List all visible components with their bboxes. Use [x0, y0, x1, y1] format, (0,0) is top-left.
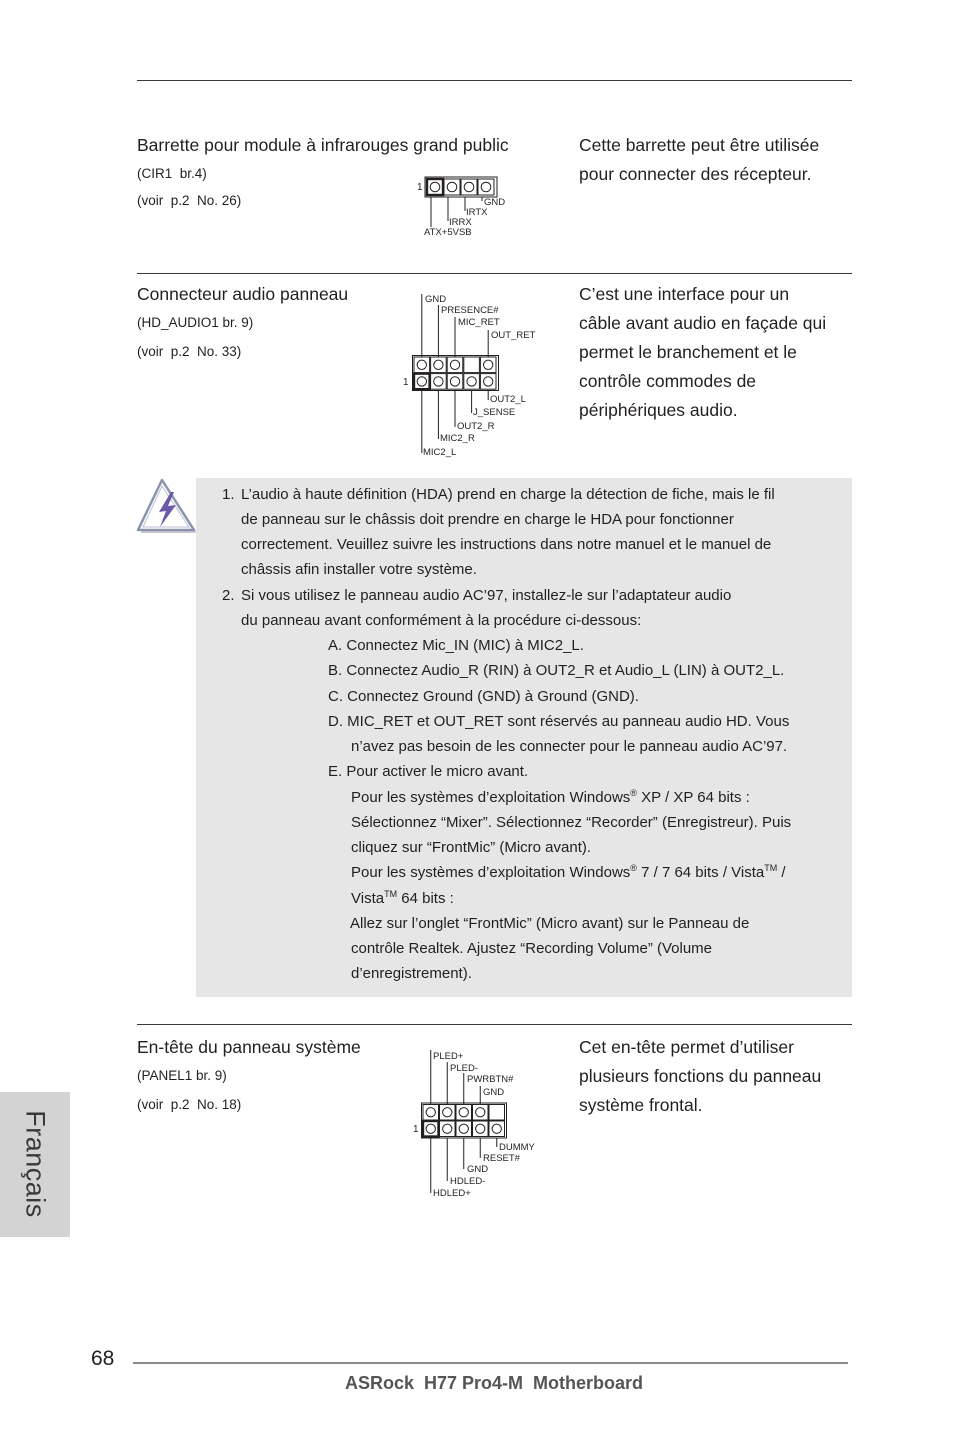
windows-7-line [351, 863, 786, 883]
pin-slot [464, 374, 480, 390]
language-side-tab [0, 1092, 70, 1237]
pin-1-slot [423, 1121, 439, 1137]
os-text: Vista [351, 890, 385, 907]
pin-label-irrx: IRRX [449, 217, 472, 228]
pin-1-marker: 1 [417, 182, 423, 193]
pin [476, 1124, 485, 1133]
pin-label-gnd: GND [484, 197, 506, 208]
hd-audio-description-line: périphériques audio. [579, 400, 738, 420]
pin [417, 377, 426, 386]
pin [450, 377, 459, 386]
panel1-reference: (voir p.2 No. 18) [137, 1097, 242, 1112]
cir1-description-line: Cette barrette peut être utilisée [579, 135, 820, 155]
pin [434, 377, 443, 386]
step-letter: E. [328, 763, 343, 780]
step-text: Pour activer le micro avant. [346, 763, 529, 780]
page-number: 68 [91, 1347, 115, 1370]
pin-slot [473, 1105, 489, 1121]
pin [430, 182, 440, 192]
windows-xp-instruction: Sélectionnez “Mixer”. Sélectionnez “Recorder” (Enregistreur). Puis [351, 814, 792, 831]
os-text: XP / XP 64 bits : [636, 789, 750, 806]
step-d-continuation: n’avez pas besoin de les connecter pour le panneau audio AC’97. [351, 738, 788, 755]
warning-lightning-icon [134, 476, 200, 538]
windows-7-instruction: d’enregistrement). [351, 965, 472, 982]
step-text: Connectez Mic_IN (MIC) à MIC2_L. [346, 637, 584, 654]
pin-label-pwrbtn: PWRBTN# [467, 1074, 514, 1085]
panel1-subtitle: (PANEL1 br. 9) [137, 1068, 227, 1083]
pin-slot [480, 357, 496, 373]
pin-1-marker: 1 [403, 377, 409, 388]
pin-label-gnd: GND [425, 294, 447, 305]
pin [459, 1124, 468, 1133]
pin-slot [456, 1121, 472, 1137]
section-rule [137, 1024, 852, 1025]
pin-slot [489, 1121, 505, 1137]
step-letter: C. [328, 688, 343, 705]
pin-slot [461, 179, 477, 195]
footer-product-name: ASRock H77 Pro4-M Motherboard [345, 1373, 644, 1393]
pin-label-out2-l: OUT2_L [490, 394, 526, 405]
pin [484, 360, 493, 369]
pin-slot [473, 1121, 489, 1137]
step-text: Connectez Ground (GND) à Ground (GND). [347, 688, 639, 705]
note-item-1-number: 1. [222, 486, 235, 503]
step-d [328, 712, 789, 732]
windows-xp-instruction: cliquez sur “FrontMic” (Micro avant). [351, 839, 592, 856]
hd-audio-description-line: câble avant audio en façade qui [579, 313, 827, 333]
pin [481, 182, 491, 192]
pin-label-atx5vsb: ATX+5VSB [424, 227, 472, 238]
step-b [328, 661, 784, 681]
pin-slot [489, 1105, 505, 1121]
section-rule [137, 273, 852, 274]
step-letter: D. [328, 713, 343, 730]
pin-1-slot [414, 374, 430, 390]
pin-label-out-ret: OUT_RET [491, 330, 536, 341]
os-text: 64 bits : [397, 890, 454, 907]
hd-audio-title: Connecteur audio panneau [137, 284, 349, 304]
top-rule [137, 80, 852, 81]
pin-label-mic2-l: MIC2_L [423, 447, 457, 458]
pin-slot [456, 1105, 472, 1121]
windows-xp-line [351, 788, 750, 808]
registered-mark: ® [630, 788, 637, 798]
trademark-mark: TM [384, 889, 398, 899]
cir1-title: Barrette pour module à infrarouges grand public [137, 135, 509, 155]
os-text: / [777, 864, 786, 881]
pin-label-pled-plus: PLED+ [433, 1051, 464, 1062]
pin-slot [444, 179, 460, 195]
os-text: Pour les systèmes d’exploitation Windows [351, 864, 631, 881]
pin [426, 1124, 435, 1133]
cir1-pin-diagram [410, 172, 510, 240]
pin-label-pled-minus: PLED- [450, 1063, 478, 1074]
panel1-description-line: Cet en-tête permet d’utiliser [579, 1037, 794, 1057]
pin [467, 377, 476, 386]
pin [450, 360, 459, 369]
pin-slot [431, 357, 447, 373]
pin-label-out2-r: OUT2_R [457, 421, 495, 432]
os-text: 7 / 7 64 bits / Vista [636, 864, 765, 881]
cir1-reference: (voir p.2 No. 26) [137, 193, 242, 208]
pin [476, 1108, 485, 1117]
hd-audio-reference: (voir p.2 No. 33) [137, 344, 242, 359]
panel1-description-line: système frontal. [579, 1095, 703, 1115]
step-text: MIC_RET et OUT_RET sont réservés au panneau audio HD. Vous [347, 713, 790, 730]
note-item-1-line: de panneau sur le châssis doit prendre en charge le HDA pour fonctionner [241, 511, 734, 528]
pin [484, 377, 493, 386]
pin-label-gnd: GND [467, 1164, 489, 1175]
pin-group [427, 179, 494, 195]
pin-label-dummy: DUMMY [499, 1142, 535, 1153]
hd-audio-description-line: C’est une interface pour un [579, 284, 790, 304]
pin [447, 182, 457, 192]
note-item-1-line: L’audio à haute définition (HDA) prend en charge la détection de fiche, mais le fil [241, 486, 775, 503]
note-item-1-line: correctement. Veuillez suivre les instructions dans notre manuel et le manuel de [241, 536, 772, 553]
hd-audio-subtitle: (HD_AUDIO1 br. 9) [137, 315, 254, 330]
pin-group [414, 357, 496, 389]
pin-slot [447, 357, 463, 373]
pin-label-presence: PRESENCE# [441, 305, 499, 316]
pin [417, 360, 426, 369]
cir1-subtitle: (CIR1 br.4) [137, 166, 207, 181]
pin [434, 360, 443, 369]
panel1-pin-diagram [410, 1046, 546, 1200]
vista-line [351, 889, 454, 909]
pin-slot [414, 357, 430, 373]
pin-label-gnd: GND [483, 1087, 505, 1098]
pin-slot [440, 1121, 456, 1137]
note-item-2-line: Si vous utilisez le panneau audio AC’97, installez-le sur l’adaptateur audio [241, 587, 732, 604]
pin [459, 1108, 468, 1117]
pin-slot [464, 357, 480, 373]
windows-7-instruction: contrôle Realtek. Ajustez “Recording Volume” (Volume [351, 940, 713, 957]
pin-label-hdled-plus: HDLED+ [433, 1188, 471, 1199]
cir1-description-line: pour connecter des récepteur. [579, 164, 812, 184]
pin [426, 1108, 435, 1117]
pin-slot [447, 374, 463, 390]
step-a [328, 636, 584, 656]
pin-1-marker: 1 [413, 1124, 419, 1135]
pin-slot [480, 374, 496, 390]
pin [492, 1124, 501, 1133]
hd-audio-description-line: permet le branchement et le [579, 342, 797, 362]
step-letter: A. [328, 637, 343, 654]
trademark-mark: TM [764, 863, 778, 873]
pin-slot [478, 179, 494, 195]
pin-group [423, 1105, 505, 1137]
pin-label-mic2-r: MIC2_R [440, 433, 475, 444]
pin-1-slot [427, 179, 443, 195]
step-c [328, 687, 639, 707]
step-text: Connectez Audio_R (RIN) à OUT2_R et Audio_L (LIN) à OUT2_L. [346, 662, 785, 679]
panel1-title: En-tête du panneau système [137, 1037, 361, 1057]
pin-label-j-sense: J_SENSE [473, 407, 516, 418]
panel1-description-line: plusieurs fonctions du panneau [579, 1066, 822, 1086]
registered-mark: ® [630, 863, 637, 873]
note-item-2-line: du panneau avant conformément à la procédure ci-dessous: [241, 612, 642, 629]
pin [464, 182, 474, 192]
os-text: Pour les systèmes d’exploitation Windows [351, 789, 631, 806]
pin-slot [440, 1105, 456, 1121]
pin [443, 1124, 452, 1133]
pin-label-reset: RESET# [483, 1153, 520, 1164]
pin [443, 1108, 452, 1117]
footer-rule [133, 1362, 848, 1364]
hd-audio-pin-diagram [400, 288, 548, 460]
pin-label-mic-ret: MIC_RET [458, 317, 500, 328]
pin-slot [431, 374, 447, 390]
note-item-1-line: châssis afin installer votre système. [241, 561, 477, 578]
pin-label-irtx: IRTX [466, 207, 488, 218]
step-letter: B. [328, 662, 343, 679]
note-item-2-number: 2. [222, 587, 235, 604]
step-e [328, 762, 528, 782]
pin-label-hdled-minus: HDLED- [450, 1176, 486, 1187]
language-label: Français [20, 1110, 51, 1218]
hd-audio-description-line: contrôle commodes de [579, 371, 757, 391]
windows-7-instruction: Allez sur l’onglet “FrontMic” (Micro avant) sur le Panneau de [350, 915, 750, 932]
pin-slot [423, 1105, 439, 1121]
